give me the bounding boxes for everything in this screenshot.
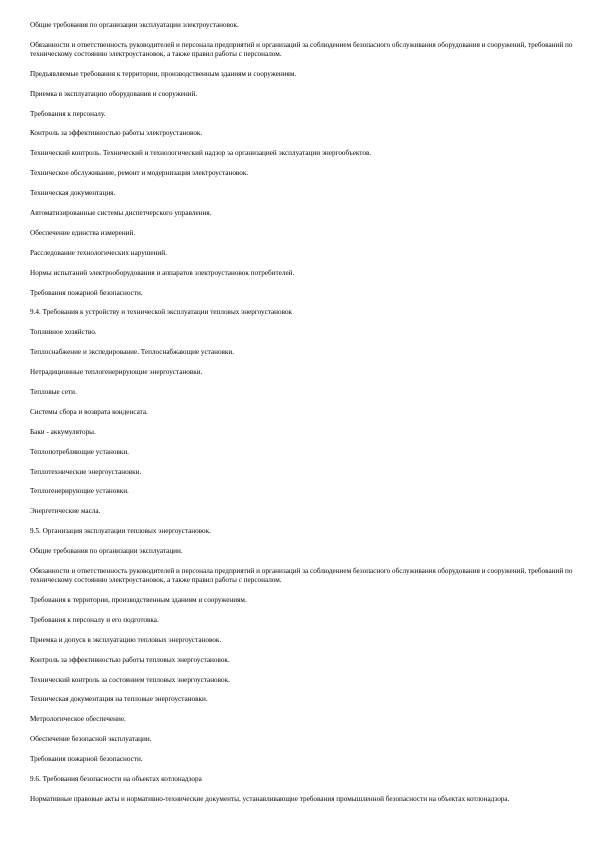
paragraph: Обязанности и ответственность руководителей и персонала предприятий и организаций за соблюдением безопасного обслуживания оборудования и сооружений, требований по техническому состоянию электроустановок, а также правил работы с персоналом. — [30, 567, 573, 585]
paragraph: Теплогенерирующие установки. — [30, 487, 129, 496]
paragraph: Тепловые сети. — [30, 388, 77, 397]
paragraph: Теплотехнические энергоустановки. — [30, 467, 142, 476]
paragraph: Контроль за эффективностью работы тепловых энергоустановок. — [30, 655, 230, 664]
paragraph: Техническая документация. — [30, 189, 116, 198]
paragraph: Требования пожарной безопасности. — [30, 288, 143, 297]
paragraph: Требования пожарной безопасности. — [30, 755, 143, 764]
paragraph: Техническое обслуживание, ремонт и модернизация электроустановок. — [30, 169, 249, 178]
paragraph: Приемка и допуск в эксплуатацию тепловых энергоустановок. — [30, 635, 222, 644]
paragraph: Общие требования по организации эксплуатации электроустановок. — [30, 21, 239, 29]
paragraph: Расследование технологических нарушений. — [30, 248, 167, 257]
paragraph: Техническая документация на тепловые энергоустановки. — [30, 695, 208, 704]
paragraph: Теплоснабжение и экспедирование. Теплоснабжающие установки. — [30, 348, 235, 357]
paragraph: Требования к территории, производственным зданиям и сооружениям. — [30, 595, 247, 604]
paragraph: Нормативные правовые акты и нормативно-технические документы, устанавливающие требования промышленной безопасности на объектах котлонадзора. — [30, 794, 510, 803]
section-heading: 9.6. Требования безопасности на объектах котлонадзора — [30, 774, 202, 783]
section-heading: 9.5. Организация эксплуатации тепловых энергоустановок. — [30, 527, 211, 536]
paragraph: Метрологическое обеспечение. — [30, 715, 126, 724]
paragraph: Нетрадиционные теплогенерирующие энергоустановки. — [30, 368, 203, 377]
section-heading: 9.4. Требования к устройству и технической эксплуатации тепловых энергоустановок — [30, 308, 293, 317]
paragraph: Энергетические масла. — [30, 507, 101, 516]
paragraph: Нормы испытаний электрооборудования и аппаратов электроустановок потребителей. — [30, 268, 295, 277]
paragraph: Топливное хозяйство. — [30, 328, 97, 337]
paragraph: Теплопотребляющие установки. — [30, 447, 129, 456]
paragraph: Технический контроль за состоянием тепловых энергоустановок. — [30, 675, 230, 684]
paragraph: Требования к персоналу. — [30, 109, 106, 118]
paragraph: Приемка в эксплуатацию оборудования и сооружений. — [30, 89, 198, 98]
document-body — [30, 21, 575, 815]
paragraph: Общие требования по организации эксплуатации. — [30, 547, 183, 556]
paragraph: Предъявляемые требования к территории, производственным зданиям и сооружениям. — [30, 69, 297, 78]
paragraph: Баки - аккумуляторы. — [30, 427, 96, 436]
paragraph: Требования к персоналу и его подготовка. — [30, 615, 159, 624]
paragraph: Технический контроль. Технический и технологический надзор за организацией эксплуатации энергообъектов. — [30, 149, 372, 158]
paragraph: Обеспечение безопасной эксплуатации. — [30, 735, 152, 744]
paragraph: Обеспечение единства измерений. — [30, 228, 136, 237]
paragraph: Контроль за эффективностью работы электроустановок. — [30, 129, 203, 138]
paragraph: Системы сбора и возврата конденсата. — [30, 407, 148, 416]
paragraph: Автоматизированные системы диспетчерского управления. — [30, 209, 212, 218]
paragraph: Обязанности и ответственность руководителей и персонала предприятий и организаций за соблюдением безопасного обслуживания оборудования и сооружений, требований по техническому состоянию электроустановок, а также правил работы с персоналом. — [30, 40, 573, 58]
